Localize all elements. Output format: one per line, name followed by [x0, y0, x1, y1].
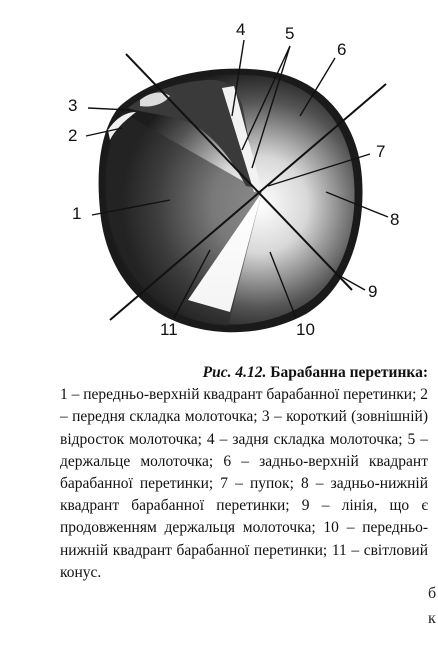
label-8: 8 — [390, 210, 400, 229]
label-11: 11 — [160, 320, 178, 339]
label-6: 6 — [337, 40, 347, 59]
figure-number: Рис. 4.12. — [202, 364, 267, 381]
figure-caption — [60, 362, 428, 584]
label-2: 2 — [68, 126, 78, 145]
label-9: 9 — [368, 282, 378, 301]
figure-title: Барабанна перетинка: — [270, 364, 428, 381]
label-5: 5 — [285, 24, 295, 43]
label-10: 10 — [296, 320, 315, 339]
label-7: 7 — [376, 142, 386, 161]
adjacent-page-fragment-1: б — [428, 585, 437, 602]
label-3: 3 — [68, 96, 78, 115]
adjacent-page-fragment-2: к — [428, 610, 436, 627]
caption-body: 1 – передньо-верхній квадрант барабанної перетинки; 2 – передня складка молоточка; 3 – короткий (зовнішній) відросток молоточка; 4 – задня складка молоточка; 5 – держальце молоточка; 6 – задньо-верхній квадрант барабанної перетинки; 7 – пупок; 8 – задньо-нижній квадрант барабанної перетинки; 9 – лінія, що є продовженням держальця молоточка; 10 – передньо-нижній квадрант барабанної перетинки; 11 – світловий конус. — [60, 386, 428, 581]
label-1: 1 — [72, 204, 82, 223]
label-4: 4 — [236, 20, 246, 39]
caption-heading — [60, 362, 428, 384]
